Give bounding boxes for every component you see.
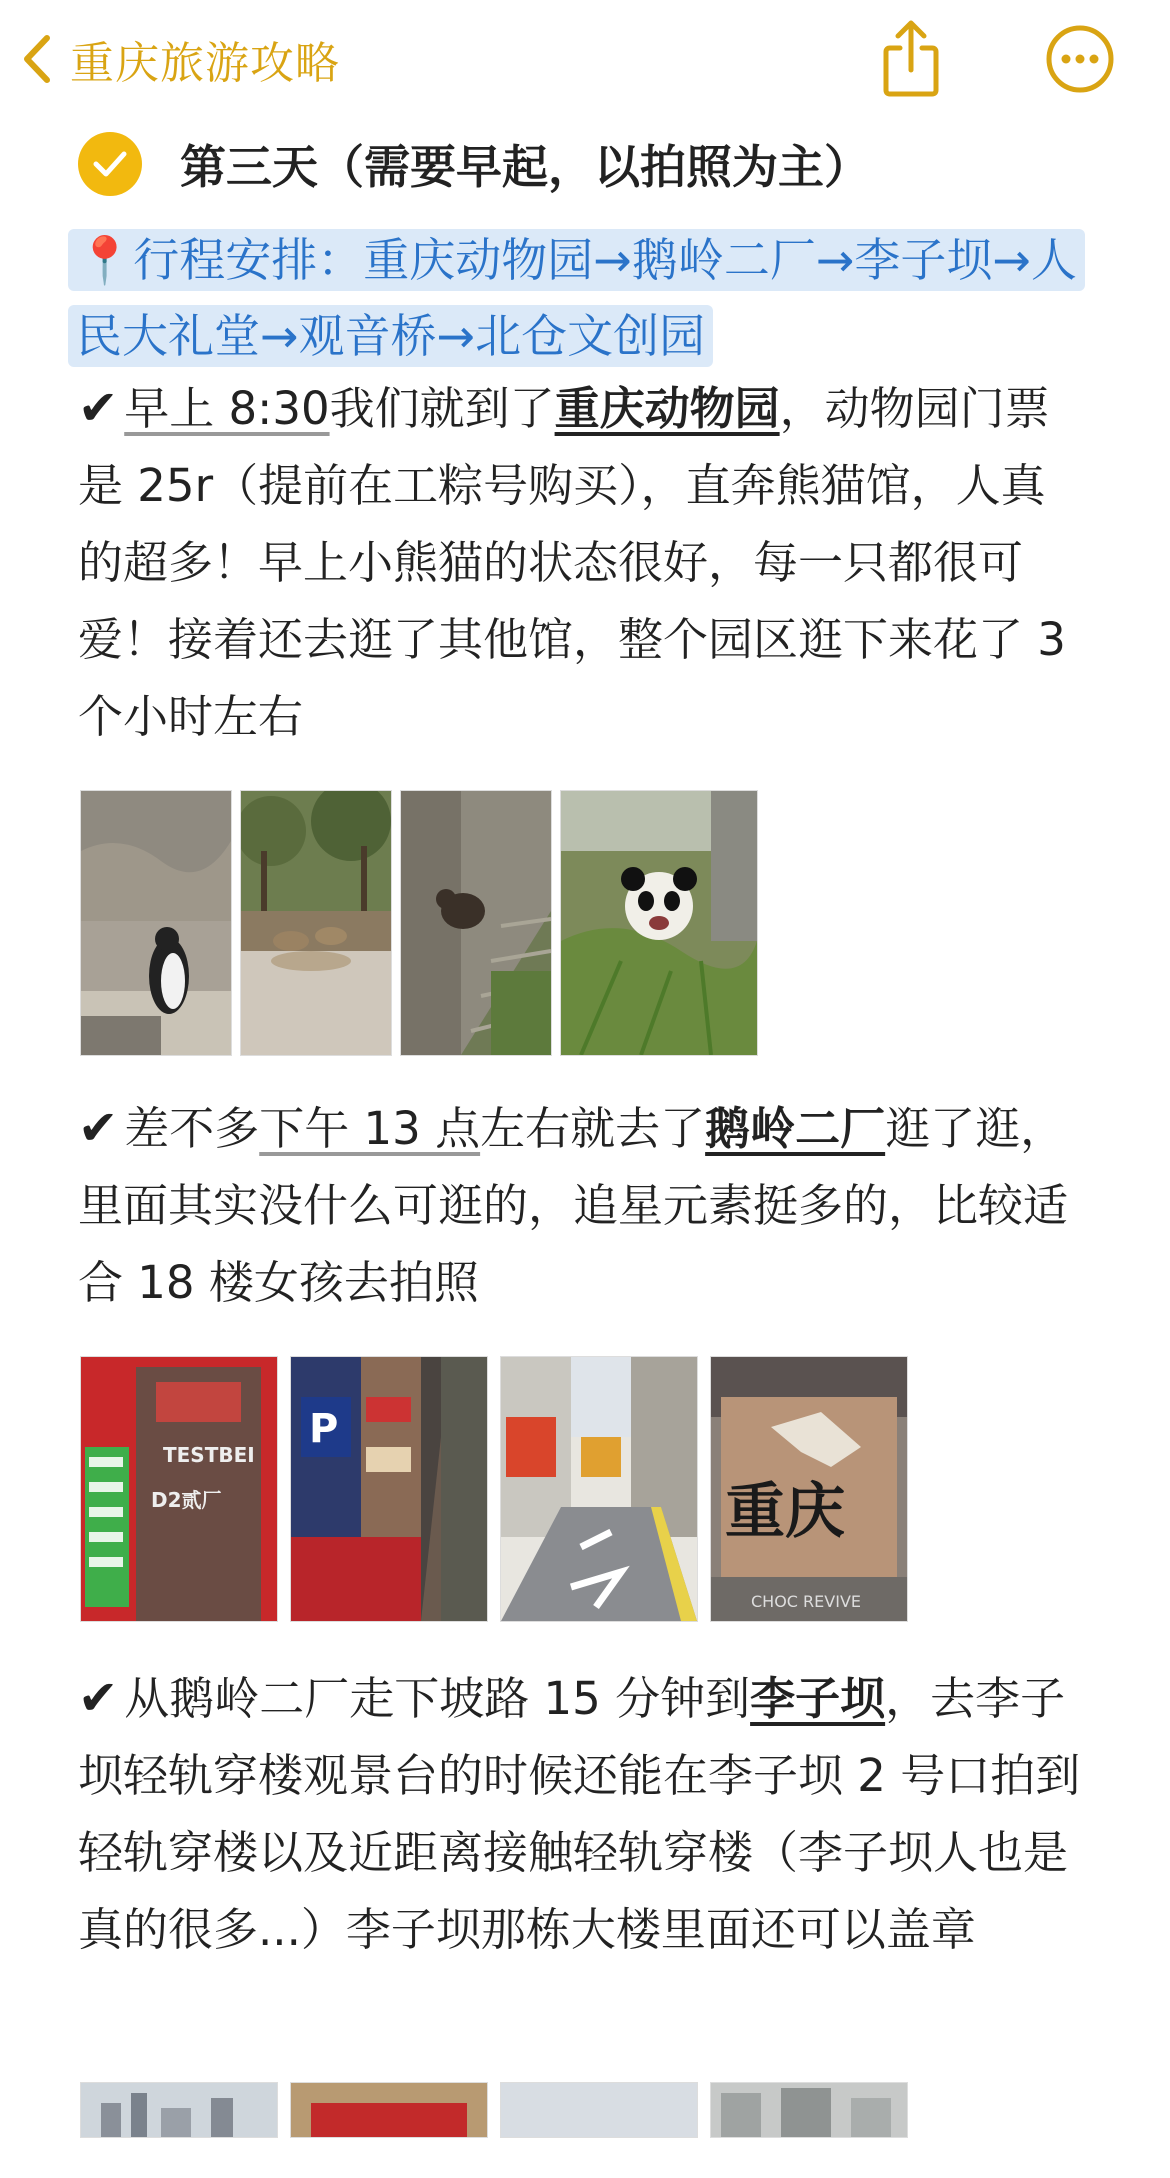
photo-sky[interactable] — [500, 2082, 698, 2138]
svg-text:P: P — [309, 1406, 339, 1452]
itinerary-line — [68, 222, 1088, 374]
chevron-left-icon — [22, 34, 52, 84]
sign-text: D2贰厂 — [151, 1488, 222, 1512]
photo-bear-stairs[interactable] — [400, 790, 552, 1056]
body-text: ，去李子坝轻轨穿楼观景台的时候还能在李子坝 2 号口拍到轻轨穿楼以及近距离接触轻轨穿楼（李子坝人也是真的很多...）李子坝那栋大楼里面还可以盖章 — [78, 1672, 1081, 1956]
time-text: 早上 8:30 — [124, 382, 330, 435]
tick-icon: ✔ — [78, 380, 119, 436]
day-heading — [78, 128, 870, 200]
share-icon — [880, 18, 942, 98]
more-button[interactable] — [1045, 24, 1115, 94]
section-eling — [78, 1090, 1088, 1321]
back-label: 重庆旅游攻略 — [70, 38, 340, 89]
place-link[interactable]: 李子坝 — [750, 1672, 886, 1725]
tick-icon: ✔ — [78, 1100, 119, 1156]
photo-chongqing-sign[interactable] — [710, 1356, 908, 1622]
share-button[interactable] — [880, 18, 942, 98]
photo-penguin[interactable] — [80, 790, 232, 1056]
tick-icon: ✔ — [78, 1670, 119, 1726]
sign-text: CHOC REVIVE — [751, 1592, 861, 1611]
place-link[interactable]: 鹅岭二厂 — [705, 1102, 886, 1155]
section-liziba — [78, 1660, 1088, 1968]
photo-alley[interactable] — [290, 1356, 488, 1622]
photo-testbed-door[interactable] — [80, 1356, 278, 1622]
body-text: 逛了逛，里面其实没什么可逛的，追星元素挺多的，比较适合 18 楼女孩去拍照 — [78, 1102, 1069, 1309]
body-text: 我们就到了 — [329, 382, 555, 435]
photo-city-buildings[interactable] — [80, 2082, 278, 2138]
place-link[interactable]: 重庆动物园 — [554, 382, 780, 435]
body-text: 左右就去了 — [480, 1102, 706, 1155]
more-icon — [1045, 24, 1115, 94]
checkmark-icon — [92, 149, 128, 179]
sign-text: TESTBEI — [163, 1443, 255, 1467]
body-text: 从鹅岭二厂走下坡路 15 分钟到 — [124, 1672, 751, 1725]
sign-text: 重庆 — [725, 1477, 845, 1547]
photo-apartment[interactable] — [710, 2082, 908, 2138]
pin-icon: 📍 — [76, 233, 134, 287]
body-text: 差不多 — [124, 1102, 260, 1155]
time-text: 下午 13 点 — [259, 1102, 481, 1155]
photo-red-sign[interactable] — [290, 2082, 488, 2138]
itinerary-text: 行程安排：重庆动物园→鹅岭二厂→李子坝→人民大礼堂→观音桥→北仓文创园 — [76, 233, 1077, 363]
itinerary-highlight — [68, 229, 1085, 367]
top-nav — [0, 0, 1170, 120]
photo-panda[interactable] — [560, 790, 758, 1056]
back-button[interactable] — [22, 28, 340, 90]
photo-graffiti-street[interactable] — [500, 1356, 698, 1622]
checkbox[interactable] — [78, 132, 142, 196]
photo-wolves[interactable] — [240, 790, 392, 1056]
body-text: ，动物园门票是 25r（提前在工粽号购买），直奔熊猫馆，人真的超多！早上小熊猫的状态很好，每一只都很可爱！接着还去逛了其他馆，整个园区逛下来花了 3个小时左右 — [78, 382, 1066, 743]
section-zoo — [78, 370, 1088, 755]
day-title: 第三天（需要早起，以拍照为主） — [180, 140, 870, 194]
